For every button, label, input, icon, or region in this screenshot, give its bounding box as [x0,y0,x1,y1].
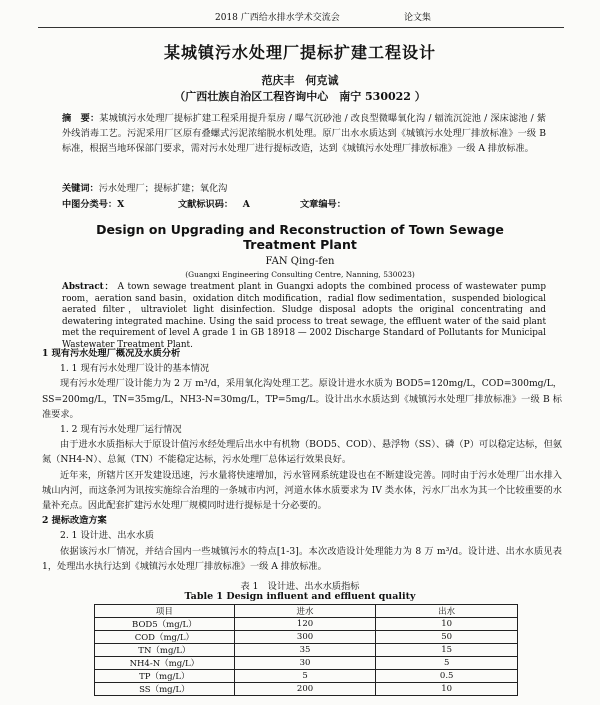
affiliation-en: (Guangxi Engineering Consulting Centre, Nanning, 530023) [185,270,415,279]
table-cell: TP（mg/L） [95,670,235,683]
title-cn: 某城镇污水处理厂提标扩建工程设计 [163,43,436,62]
table-cell: 30 [234,657,376,670]
subsection-heading-1-2: 1. 2 现有污水处理厂运行情况 [60,424,182,436]
table-cell: 10 [376,683,518,696]
running-header [0,10,600,24]
abstract-cn-text: 某城镇污水处理厂提标扩建工程采用提升泵房 / 曝气沉砂池 / 改良型微曝氧化沟 / 辐流沉淀池 / 深床滤池 / 紫外线消毒工艺。污泥采用厂区原有叠螺式污泥浓缩脱水机处理。原厂出水水质达到《城镇污水处理厂排放标准》一级 B 标准，根据当地环保部门要求，需对污水处理厂进行提标改造，达到《城镇污水处理厂排放标准》一级 A 排放标准。 [62,113,547,154]
paragraph: 近年来，所辖片区开发建设迅速，污水量将快速增加，污水管网系统建设也在不断建设完善。同时由于污水处理厂出水排入城山内河，而这条河为讯按实施综合治理的一条城市内河，河道水体水质要求为 IV 类水体，污水厂出水为其一个比较重要的水量补充点。因此配套扩建污水处理厂规模同时进行提标是十分必要的。 [42,469,562,512]
subsection-heading-1-1: 1. 1 现有污水处理厂设计的基本情况 [60,363,210,375]
column-header: 进水 [234,605,376,618]
table-cell: TN（mg/L） [95,644,235,657]
table-cell: 300 [234,631,376,644]
table-cell: 35 [234,644,376,657]
column-header: 出水 [376,605,518,618]
author-en: FAN Qing-fen [265,256,335,267]
table-row [95,670,518,683]
abstract-cn-label: 摘 要： [62,113,100,124]
body-text [42,346,562,574]
section-heading-1: 1 现有污水处理厂概况及水质分析 [42,348,181,359]
article-number: 文章编号： [300,199,346,210]
paragraph: 现有污水处理厂设计能力为 2 万 m³/d，采用氧化沟处理工艺。原设计进水水质为 BOD5=120mg/L，COD=300mg/L，SS=200mg/L，TN=35mg/L，NH3-N=30mg/L，TP=5mg/L。设计出水水质达到《城镇污水处理厂排放标准》一级 B 标准要求。 [42,378,562,420]
table-cell: 10 [376,618,518,631]
paragraph: 由于进水水质指标大于原设计值污水经处理后出水中有机物（BOD5、COD）、悬浮物（SS）、磷（P）可以稳定达标，但氨氮（NH4-N）、总氮（TN）不能稳定达标，污水处理厂总体运行效果良好。 [42,439,562,466]
table-cell: BOD5（mg/L） [95,618,235,631]
header-journal: 2018 广西给水排水学术交流会 [215,13,340,23]
abstract-en [62,282,546,351]
table-cell: COD（mg/L） [95,631,235,644]
table-cell: 0.5 [376,670,518,683]
column-header: 项目 [95,605,235,618]
header-section: 论文集 [404,13,432,23]
subsection-heading-2-1: 2. 1 设计进、出水水质 [60,530,154,542]
header-rule [38,27,564,28]
table-cell: 5 [234,670,376,683]
paragraph: 依据该污水厂情况，并结合国内一些城镇污水的特点[1-3]。本次改造设计处理能力为 8 万 m³/d。设计进、出水水质见表 1，处理出水执行达到《城镇污水处理厂排放标准》一级 A 排放标准。 [42,545,562,572]
clc-number: 中图分类号：X [62,199,125,210]
table-cell: 120 [234,618,376,631]
keywords-cn-text: 污水处理厂；提标扩建；氧化沟 [98,183,228,194]
table-cell: 200 [234,683,376,696]
abstract-en-label: Abstract： [62,282,115,292]
water-quality-table [94,604,518,696]
table-row [95,683,518,696]
table-cell: 50 [376,631,518,644]
table-row [95,618,518,631]
table-row [95,657,518,670]
abstract-en-text: A town sewage treatment plant in Guangxi adopts the combined process of wastewater pump room，aeration sand basin，oxidation ditch modification，radial flow sedimentation，suspended biological aerated filter，ultraviolet light disinfection. Sludge disposal adopts the original concentrating and dewatering integrated machine. Using the said process to treat sewage, the effluent water of the said plant met the requirement of level A grade 1 in GB 18918 — 2002 Discharge Standard of Pollutants for Municipal Wastewater Treatment Plant. [62,282,547,350]
affiliation-cn: （广西壮族自治区工程咨询中心 南宁 530022 ） [174,90,426,103]
section-heading-2: 2 提标改造方案 [42,515,107,527]
table-header-row [95,605,518,618]
table-caption-cn: 表 1 设计进、出水水质指标 [240,581,360,592]
table-row [95,644,518,657]
abstract-cn [62,111,546,156]
table-cell: 15 [376,644,518,657]
table-cell: 5 [376,657,518,670]
document-code: 文献标识码： A [178,199,250,210]
authors-cn: 范庆丰 何克诚 [261,74,339,87]
title-en: Design on Upgrading and Reconstruction of Town Sewage Treatment Plant [96,222,504,252]
table-cell: SS（mg/L） [95,683,235,696]
keywords-cn-label: 关键词： [62,183,99,194]
table-cell: NH4-N（mg/L） [95,657,235,670]
table-caption-en: Table 1 Design influent and effluent quality [184,591,416,602]
keywords-cn [62,181,546,196]
table-row [95,631,518,644]
